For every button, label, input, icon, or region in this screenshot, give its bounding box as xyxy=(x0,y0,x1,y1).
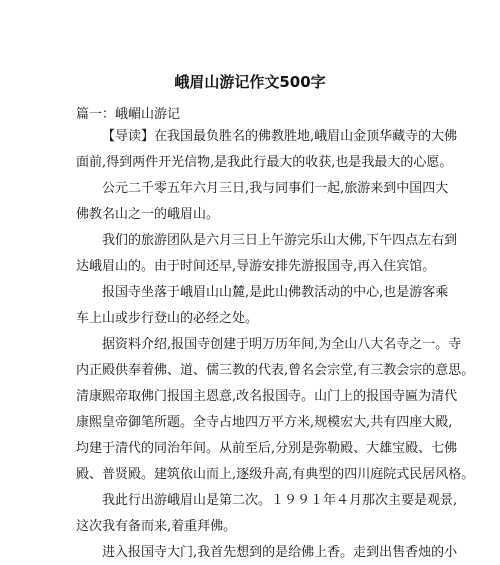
text-line: 这次我有备而来,着重拜佛。 xyxy=(76,519,237,534)
text-line: 均建于清代的同治年间。从前至后,分别是弥勒殿、大雄宝殿、七佛 xyxy=(76,441,458,456)
paragraph xyxy=(76,124,458,176)
text-line: 佛教名山之一的峨眉山。 xyxy=(76,207,220,222)
text-line: 车上山或步行登山的必经之处。 xyxy=(76,311,259,326)
paragraph xyxy=(76,280,449,332)
text-line: 进入报国寺大门,我首先想到的是给佛上香。走到出售香烛的小 xyxy=(102,545,458,560)
text-line: 据资料介绍,报国寺创建于明万历年间,为全山八大名寺之一。寺 xyxy=(102,337,462,352)
document-title: 峨眉山游记作文500字 xyxy=(174,73,326,91)
paragraph xyxy=(76,176,449,228)
text-line: 内正殿供奉着佛、道、儒三教的代表,曾名会宗堂,有三教会宗的意思。 xyxy=(76,363,475,378)
text-line: 报国寺坐落于峨眉山山麓,是此山佛教活动的中心,也是游客乘 xyxy=(102,285,449,300)
text-line: 达峨眉山的。由于时间还早,导游安排先游报国寺,再入住宾馆。 xyxy=(76,259,436,274)
text-line: 面前,得到两件开光信物,是我此行最大的收获,也是我最大的心愿。 xyxy=(76,155,453,170)
text-line: 殿、普贤殿。建筑依山而上,逐级升高,有典型的四川庭院式民居风格。 xyxy=(76,467,475,482)
paragraph xyxy=(76,332,475,488)
paragraph xyxy=(76,488,458,540)
text-line: 康熙皇帝御笔所题。全寺占地四万平方米,规模宏大,共有四座大殿, xyxy=(76,415,453,430)
paragraph xyxy=(76,228,458,280)
text-line: 我们的旅游团队是六月三日上午游完乐山大佛,下午四点左右到 xyxy=(102,233,458,248)
text-line: 公元二千零五年六月三日,我与同事们一起,旅游来到中国四大 xyxy=(102,181,449,196)
text-line: 我此行出游峨眉山是第二次。１９９１年４月那次主要是观景, xyxy=(102,493,458,508)
section-label: 篇一：峨嵋山游记 xyxy=(76,107,181,122)
text-line: 【导读】在我国最负胜名的佛教胜地,峨眉山金顶华藏寺的大佛 xyxy=(102,129,458,144)
paragraph xyxy=(76,540,458,565)
document-body xyxy=(76,124,475,565)
text-line: 清康熙帝取佛门报国主恩意,改名报国寺。山门上的报国寺匾为清代 xyxy=(76,389,458,404)
